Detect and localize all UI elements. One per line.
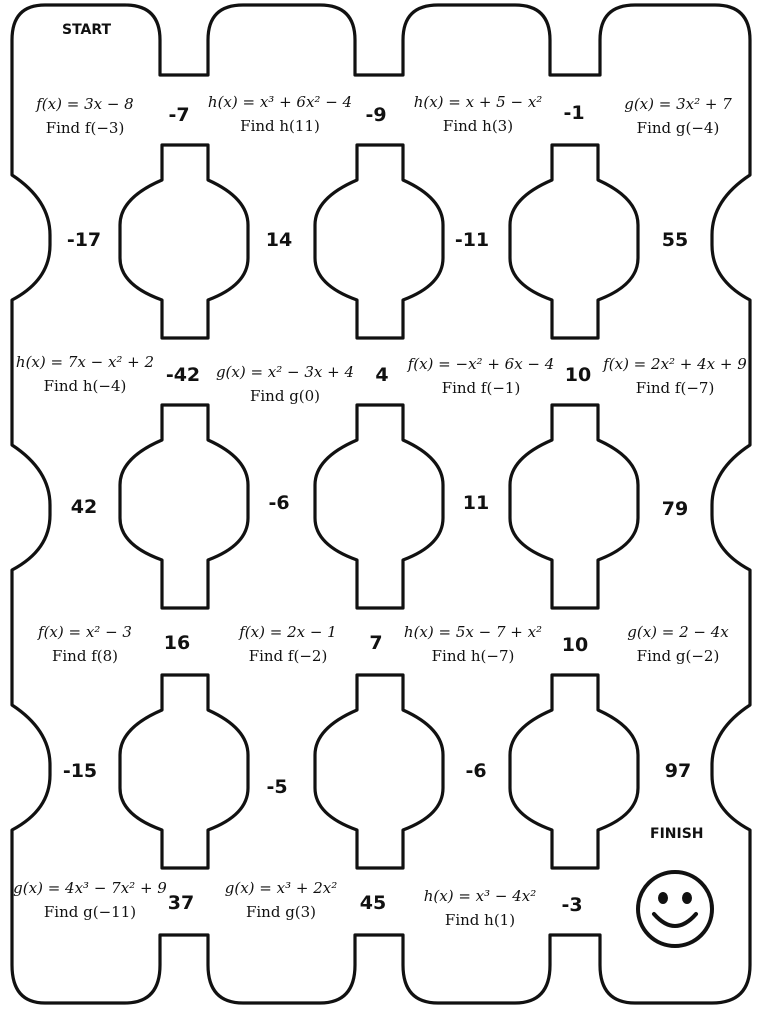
evaluate-task: Find h(3) bbox=[442, 117, 514, 135]
answer-number[interactable]: 97 bbox=[664, 760, 692, 782]
answer-number[interactable]: -6 bbox=[268, 492, 290, 514]
answer-number[interactable]: -3 bbox=[561, 894, 583, 916]
function-expression: g(x) = x² − 3x + 4 bbox=[215, 363, 355, 381]
maze-cell[interactable] bbox=[593, 92, 763, 140]
evaluate-task: Find g(0) bbox=[249, 387, 321, 405]
evaluate-task: Find g(−11) bbox=[43, 903, 137, 921]
maze-cell[interactable] bbox=[0, 350, 170, 398]
answer-number[interactable]: -42 bbox=[165, 364, 201, 386]
function-expression: f(x) = −x² + 6x − 4 bbox=[407, 355, 555, 373]
answer-number[interactable]: 4 bbox=[375, 364, 389, 386]
maze-cell[interactable] bbox=[0, 620, 170, 668]
maze-cell[interactable] bbox=[396, 352, 566, 400]
answer-number[interactable]: -5 bbox=[266, 776, 288, 798]
function-expression: h(x) = x³ + 6x² − 4 bbox=[207, 93, 353, 111]
maze-cell[interactable] bbox=[593, 620, 763, 668]
evaluate-task: Find g(−4) bbox=[636, 119, 720, 137]
maze-cell[interactable] bbox=[0, 92, 170, 140]
maze-cell[interactable] bbox=[5, 876, 175, 924]
function-expression: f(x) = 2x² + 4x + 9 bbox=[603, 355, 747, 373]
answer-number[interactable]: -9 bbox=[365, 104, 387, 126]
function-expression: f(x) = x² − 3 bbox=[38, 623, 132, 641]
maze-cell[interactable] bbox=[200, 360, 370, 408]
answer-number[interactable]: 10 bbox=[564, 364, 592, 386]
maze-cell[interactable] bbox=[590, 352, 760, 400]
evaluate-task: Find f(−2) bbox=[248, 647, 328, 665]
answer-number[interactable]: 79 bbox=[661, 498, 689, 520]
answer-number[interactable]: 42 bbox=[70, 496, 98, 518]
evaluate-task: Find g(3) bbox=[245, 903, 317, 921]
answer-number[interactable]: 10 bbox=[561, 634, 589, 656]
answer-number[interactable]: -6 bbox=[465, 760, 487, 782]
maze-cell[interactable] bbox=[395, 884, 565, 932]
answer-number[interactable]: 14 bbox=[265, 229, 293, 251]
answer-number[interactable]: 7 bbox=[369, 632, 383, 654]
function-expression: h(x) = 5x − 7 + x² bbox=[403, 623, 543, 641]
answer-number[interactable]: 16 bbox=[163, 632, 191, 654]
maze-cell[interactable] bbox=[195, 90, 365, 138]
evaluate-task: Find g(−2) bbox=[636, 647, 720, 665]
start-label: START bbox=[62, 22, 112, 38]
evaluate-task: Find f(−3) bbox=[45, 119, 125, 137]
maze-cell[interactable] bbox=[196, 876, 366, 924]
answer-number[interactable]: 55 bbox=[661, 229, 689, 251]
evaluate-task: Find h(1) bbox=[444, 911, 516, 929]
evaluate-task: Find h(−4) bbox=[43, 377, 127, 395]
smiley-face-icon bbox=[634, 868, 716, 950]
function-expression: h(x) = 7x − x² + 2 bbox=[15, 353, 155, 371]
function-expression: f(x) = 3x − 8 bbox=[36, 95, 134, 113]
answer-number[interactable]: 45 bbox=[359, 892, 387, 914]
answer-number[interactable]: 37 bbox=[167, 892, 195, 914]
maze-cell[interactable] bbox=[388, 620, 558, 668]
answer-number[interactable]: 11 bbox=[462, 492, 490, 514]
function-expression: h(x) = x + 5 − x² bbox=[413, 93, 543, 111]
evaluate-task: Find f(8) bbox=[51, 647, 119, 665]
evaluate-task: Find f(−7) bbox=[635, 379, 715, 397]
function-expression: g(x) = 4x³ − 7x² + 9 bbox=[13, 879, 167, 897]
answer-number[interactable]: -7 bbox=[168, 104, 190, 126]
function-expression: g(x) = x³ + 2x² bbox=[224, 879, 338, 897]
evaluate-task: Find f(−1) bbox=[441, 379, 521, 397]
finish-label: FINISH bbox=[650, 826, 704, 842]
answer-number[interactable]: -15 bbox=[62, 760, 98, 782]
function-expression: h(x) = x³ − 4x² bbox=[423, 887, 537, 905]
evaluate-task: Find h(−7) bbox=[431, 647, 515, 665]
function-expression: g(x) = 2 − 4x bbox=[627, 623, 729, 641]
evaluate-task: Find h(11) bbox=[240, 117, 320, 135]
function-expression: g(x) = 3x² + 7 bbox=[624, 95, 732, 113]
answer-number[interactable]: -11 bbox=[454, 229, 490, 251]
function-expression: f(x) = 2x − 1 bbox=[239, 623, 337, 641]
maze-cell[interactable] bbox=[393, 90, 563, 138]
answer-number[interactable]: -17 bbox=[66, 229, 102, 251]
answer-number[interactable]: -1 bbox=[563, 102, 585, 124]
